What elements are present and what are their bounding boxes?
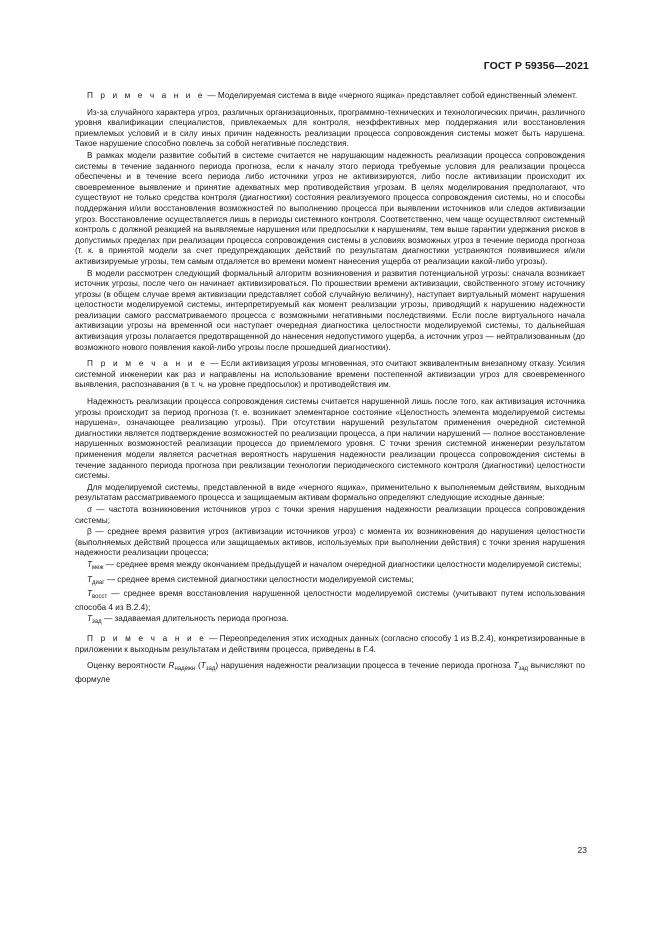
definition-beta: β — среднее время развития угроз (активизации источников угроз) с момента их возникновения до нарушения целостности (выполняемых действий процесса или защищаемых активов, используемых при выполнении действия) с точки зрения нарушения надежности реализации процесса; — [75, 527, 585, 558]
subscript-zad: зад — [92, 619, 102, 626]
symbol-r: R — [168, 661, 175, 671]
definition-t-vosst-text: — среднее время восстановления нарушенной целостности моделируемой системы (учитывают путем использования способа 4 из В.2.4); — [75, 589, 586, 612]
symbol-t: T — [87, 574, 93, 584]
subscript-diag: диаг — [92, 579, 105, 586]
formula-intro-text-c: вычисляют по формуле — [75, 661, 586, 684]
paragraph-inputs-intro: Для моделируемой системы, представленной в виде «черного ящика», применительно к выполняемым действиям, выходным результатам рассматриваемого процесса и защищаемым активам формально определяют следующие исходные данные: — [75, 482, 585, 503]
note-text-3: — Переопределения этих исходных данных (согласно способу 1 из В.2.4), конкретизированные в приложении к выходным результатам и действиям процесса, приведены в Г.4. — [75, 633, 585, 654]
definition-t-vosst — [75, 589, 585, 613]
note-label: П р и м е ч а н и е — [87, 633, 207, 643]
symbol-t: T — [200, 661, 206, 671]
document-body — [75, 91, 585, 691]
note-text-1: — Моделируемая система в виде «черного ящика» представляет собой единственный элемент. — [207, 91, 578, 100]
paragraph-formula-intro: Оценку вероятности $R_{надежн}$ $(T_{зад})$ нарушения надежности реализации процесса в течение периода прогноза $T_{зад}$ вычисляют по формуле — [75, 661, 586, 684]
subscript-zad: зад — [205, 666, 216, 673]
subscript-vosst: восст — [92, 594, 108, 601]
subscript-nadezhn: надежн — [174, 666, 196, 673]
definition-t-mezh-text: — среднее время между окончанием предыдущей и началом очередной диагностики целостности моделируемой системы; — [105, 559, 582, 569]
symbol-t: T — [87, 614, 93, 624]
note-paragraph-2 — [75, 359, 585, 391]
page-number: 23 — [577, 845, 587, 855]
paragraph-threat-causes: Из-за случайного характера угроз, различных организационных, программно-технических и технологических причин, различного уровня квалификации специалистов, привлекаемых для контроля, неэффективных мер поддержания или восстановления приемлемых условий и в силу иных причин надежность реализации процесса сопровождения системы может быть нарушена. Такое нарушение способно повлечь за собой негативные последствия. — [75, 107, 585, 149]
subscript-zad: зад — [518, 666, 529, 673]
paragraph-algorithm: В модели рассмотрен следующий формальный алгоритм возникновения и развития потенциальной угрозы: сначала возникает источник угрозы, после чего он начинает активизироваться. По прошествии времени активизации, свойственного этому источнику угрозы (в общем случае время активизации представляет собой случайную величину), наступает виртуальный момент нарушения целостности моделируемой системы, интерпретируемый как момент реализации угрозы, приводящий к нарушению надежности реализации самого рассматриваемого процесса с возможными негативными последствиями. Если после виртуального начала активизации угрозы на временной оси наступает очередная диагностика целостности моделируемой системы, то дальнейшая активизация угрозы полагается предотвращенной до нанесения недопустимого ущерба, а источник угроз — нейтрализованным (до возможного нового появления какой-либо угрозы после прошедшей диагностики). — [75, 268, 585, 352]
definition-t-zad-text: — задаваемая длительность периода прогноза. — [103, 614, 289, 624]
symbol-t: T — [87, 589, 93, 599]
paragraph-reliability: Надежность реализации процесса сопровождения системы считается нарушенной лишь после того, как активизация источника угрозы происходит за период прогноза (т. е. возникает элементарное состояние «Целостность элемента моделируемой системы нарушена», означающее реализацию угрозы). При отсутствии нарушений результатом применения очередной системной диагностики является подтверждение возможностей по реализации процесса, а при наличии нарушений — полное восстановление нарушенных возможностей реализации процесса до приемлемого уровня. С точки зрения системной инженерии результатом применения модели является расчетная вероятность нарушения надежности реализации процесса сопровождения системы в течение заданного периода прогноза при реализации технологии периодического системного контроля (диагностики) целостности системы. — [75, 397, 585, 481]
paragraph-model-events: В рамках модели развитие событий в системе считается не нарушающим надежность реализации процесса сопровождения системы в течение заданного периода прогноза, если к началу этого периода требуемые условия для реализации процесса обеспечены и в течение всего периода либо источники угроз не активизируются, либо после активизации происходит их своевременное выявление и принятие адекватных мер противодействия угрозам. В целях моделирования предполагают, что существуют не только средства контроля (диагностики) состояния реализуемого процесса сопровождения системы, но и способы поддержания и/или восстановления возможностей по выполнению процесса при выявлении источников или следов активизации угроз. Восстановление осуществляется лишь в периоды системного контроля. Соответственно, чем чаще осуществляют системный контроль с должной реакцией на выявляемые нарушения или предпосылки к нарушениям, тем выше гарантии удержания рисков в допустимых пределах при реализации процесса сопровождения системы в условиях возможных угроз в течение периода прогноза (т. к. в принятой модели за счет предупреждающих действий по результатам диагностики устраняются появившиеся и/или активизируемые угрозы, тем самым отдаляется во времени момент нанесения ущерба от реализации какой-либо угрозы). — [75, 150, 585, 266]
note-text-2: — Если активизация угрозы мгновенная, это считают эквивалентным внезапному отказу. Усилия системной инженерии как раз и направлены на использование времени постепенной активизации угроз для своевременного выявления, распознавания (в т. ч. на уровне предпосылок) и противодействия им. — [75, 359, 585, 390]
definition-t-zad — [75, 614, 585, 628]
definition-t-diag — [75, 575, 585, 589]
definition-sigma: σ — частота возникновения источников угроз с точки зрения нарушения надежности реализации процесса сопровождения системы; — [75, 504, 585, 525]
formula-intro-text-a: Оценку вероятности — [87, 661, 166, 671]
symbol-t: T — [87, 559, 93, 569]
note-label: П р и м е ч а н и е — [87, 359, 208, 369]
subscript-mezh: меж — [92, 564, 104, 571]
formula-intro-text-b: нарушения надежности реализации процесса в течение периода прогноза — [220, 661, 511, 671]
definition-t-mezh — [75, 560, 585, 574]
note-paragraph-3 — [75, 634, 585, 655]
note-label: П р и м е ч а н и е — [87, 91, 206, 100]
definition-t-diag-text: — среднее время системной диагностики целостности моделируемой системы; — [106, 574, 414, 584]
note-paragraph-1 — [75, 91, 585, 102]
document-id-header: ГОСТ Р 59356—2021 — [483, 60, 589, 72]
symbol-t: T — [513, 661, 519, 671]
